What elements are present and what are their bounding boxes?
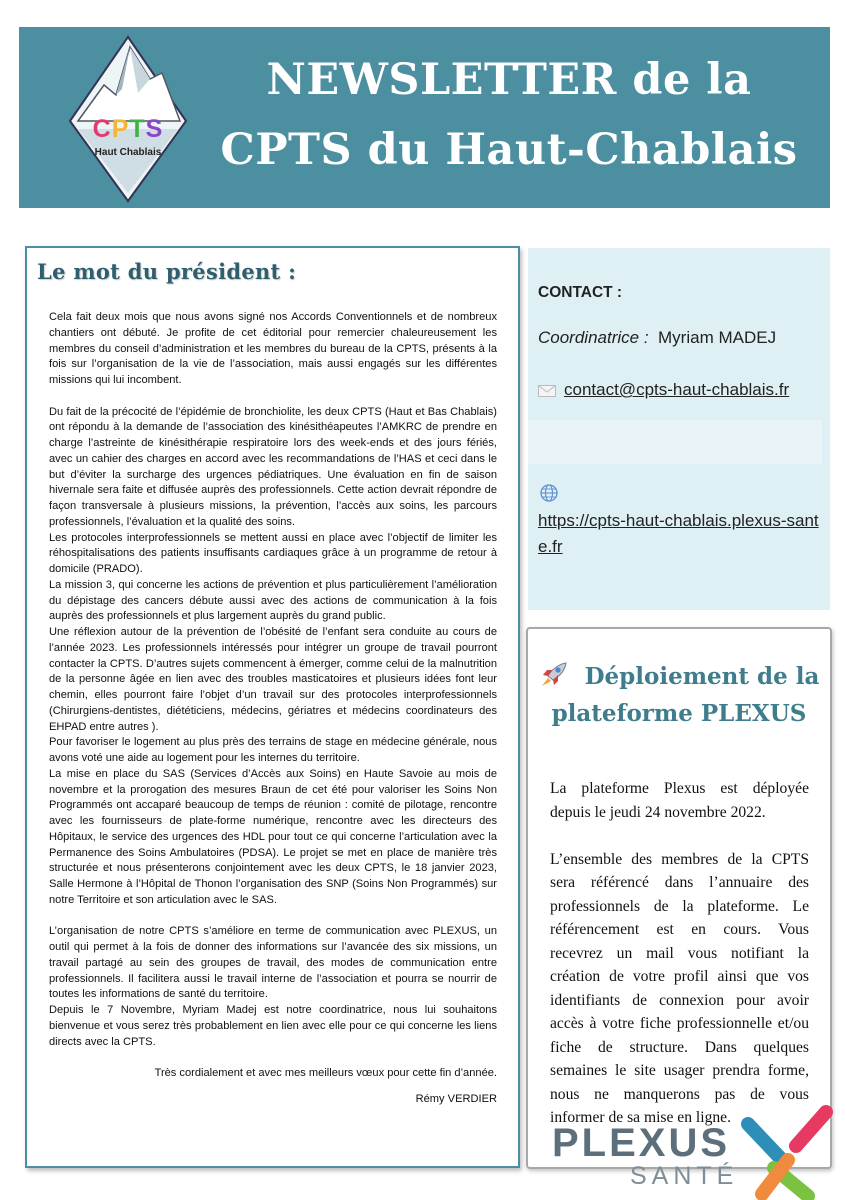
- title-line-2: CPTS du Haut-Chablais: [220, 125, 798, 175]
- president-paragraph: Les protocoles interprofessionnels se mettent aussi en place avec l’objectif de limiter les réhospitalisations des patients insuffisants cardiaques grâce à un programme de retour à domicile (PRADO).: [49, 531, 497, 575]
- email-line: [538, 380, 789, 400]
- envelope-icon: [538, 385, 556, 397]
- president-paragraph: La mission 3, qui concerne les actions de prévention et plus particulièrement l’amélioration du dépistage des cancers débute aussi avec des actions de communication à la fois auprès des professionnels et plus largement auprès du grand public.: [49, 578, 497, 623]
- plexus-heading: [528, 658, 830, 732]
- president-paragraph: Une réflexion autour de la prévention de l’obésité de l’enfant sera conduite au cours de l’année 2023. Les professionnels intéressés pour intégrer un groupe de travail pourront contacter la CPTS. D’autres sujets commencent à émerger, comme celui de la malnutrition de la personne âgée en lien avec des troubles masticatoires et plusieurs idées font leur chemin, elles pourront faire l’objet d’un travail sur des protocoles interprofessionnels (Chirurgiens-dentistes, diététiciens, médecins, gériatres et médecins coordinateurs des EHPAD entre autres ).: [49, 626, 497, 733]
- closing-line: Très cordialement et avec mes meilleurs vœux pour cette fin d’année.: [154, 1067, 497, 1079]
- plexus-logo-sub: SANTÉ: [630, 1162, 739, 1190]
- cpts-logo: [64, 33, 192, 205]
- president-paragraph: Du fait de la précocité de l’épidémie de bronchiolite, les deux CPTS (Haut et Bas Chablais) ont répondu à la demande de l’association des kinésithéapeutes l’AMKRC de prendre en charge l’astreinte de kinésithérapie respiratoire lors des week-ends et des jours fériés, avec un cahier des charges en accord avec les recommandations de l’HAS et ceci dans le but d’éviter la surcharge des urgences pédiatriques. Une évaluation en fin de saison hivernale sera faite et diffusée auprès des professionnels. Cette action devrait répondre de façon transversale à plusieurs missions, la prévention, l’accès aux soins, les parcours professionnels, l’évaluation et la qualité des soins.: [49, 405, 497, 528]
- contact-box: [528, 248, 830, 610]
- contact-stripe: [528, 420, 822, 464]
- plexus-logo-word: PLEXUS: [552, 1121, 731, 1165]
- president-message-box: [25, 246, 520, 1168]
- plexus-heading-text: Déploiement de la plateforme PLEXUS: [551, 663, 820, 727]
- president-paragraph: L’organisation de notre CPTS s’améliore en terme de communication avec PLEXUS, un outil qui permet à la fois de donner des informations sur l’avancée des six missions, un travail partagé au sein des groupes de travail, des modes de communication entre professionnels. Il facilitera aussi le travail interne de l’association et pourra se nourrir de toutes les informations de santé du territoire.: [49, 925, 497, 1001]
- contact-label: CONTACT :: [538, 284, 623, 301]
- plexus-paragraph-1: La plateforme Plexus est déployée depuis le jeudi 24 novembre 2022.: [550, 780, 809, 821]
- email-link[interactable]: contact@cpts-haut-chablais.fr: [564, 380, 790, 399]
- rocket-icon: [539, 661, 569, 687]
- logo-subtitle: Haut Chablais: [94, 147, 162, 158]
- coordinator-line: [538, 328, 776, 348]
- coordinator-label: Coordinatrice :: [538, 328, 649, 347]
- plexus-body: [550, 777, 809, 1130]
- president-paragraph: La mise en place du SAS (Services d’Accès aux Soins) en Haute Savoie au mois de novembre et la prorogation des mesures Braun de cet été pour valoriser les Soins Non Programmés ont accaparé beaucoup de temps de réunion : comité de pilotage, rencontre avec les fournisseurs de plate-forme numérique, rencontre avec les directeurs des Hôpitaux, le service des urgences des HDL pour tout ce qui concerne l’articulation avec la Permanence des Soins Ambulatoires (PDSA). Le projet se met en place de manière très structurée et nous présenterons conjointement avec les deux CPTS, le 18 janvier 2023, Salle Hermone à l’Hôpital de Thonon l’organisation des SNP (Soins Non Programmés) sur notre Territoire et son articulation avec le SAS.: [49, 767, 497, 906]
- website-line: [538, 508, 828, 560]
- website-link[interactable]: https://cpts-haut-chablais.plexus-sante.fr: [538, 511, 819, 556]
- president-heading: Le mot du président :: [37, 259, 297, 284]
- president-message-body: [49, 310, 497, 1108]
- newsletter-header: [19, 27, 830, 208]
- plexus-sante-logo: [552, 1104, 842, 1200]
- globe-icon: [540, 484, 558, 502]
- president-paragraph: Depuis le 7 Novembre, Myriam Madej est notre coordinatrice, nous lui souhaitons bienvenue et vous serez très probablement en lien avec elle pour ce qui concerne les liens directs avec la CPTS.: [49, 1004, 497, 1048]
- president-paragraph: Pour favoriser le logement au plus près des terrains de stage en médecine générale, nous avons voté une aide au logement pour les internes du territoire.: [49, 736, 497, 764]
- title-line-1: NEWSLETTER de la: [266, 55, 752, 105]
- president-signature: Rémy VERDIER: [415, 1092, 497, 1105]
- coordinator-name: Myriam MADEJ: [658, 328, 777, 347]
- newsletter-title: [209, 45, 809, 185]
- plexus-deployment-box: [526, 627, 832, 1169]
- plexus-paragraph-2: L’ensemble des membres de la CPTS sera référencé dans l’annuaire des professionnels de la plateforme. Le référencement est en cours. Vous recevrez un mail vous notifiant la création de votre profil ainsi que vos identifiants de connexion pour avoir accès à votre fiche professionnelle et/ou fiche de structure. Dans quelques semaines le site usager prendra forme, nous ne manquerons pas de vous informer de sa mise en ligne.: [550, 850, 809, 1126]
- svg-text:CPTS: CPTS: [92, 115, 164, 143]
- president-paragraph: Cela fait deux mois que nous avons signé nos Accords Conventionnels et de nombreux chantiers ont débuté. Je profite de cet éditorial pour remercier chaleureusement les membres du conseil d’administration et les membres du bureau de la CPTS, présents à la fois sur l’organisation de la vie de l’association, mais aussi engagés sur les différentes missions qui lui incombent.: [49, 311, 497, 386]
